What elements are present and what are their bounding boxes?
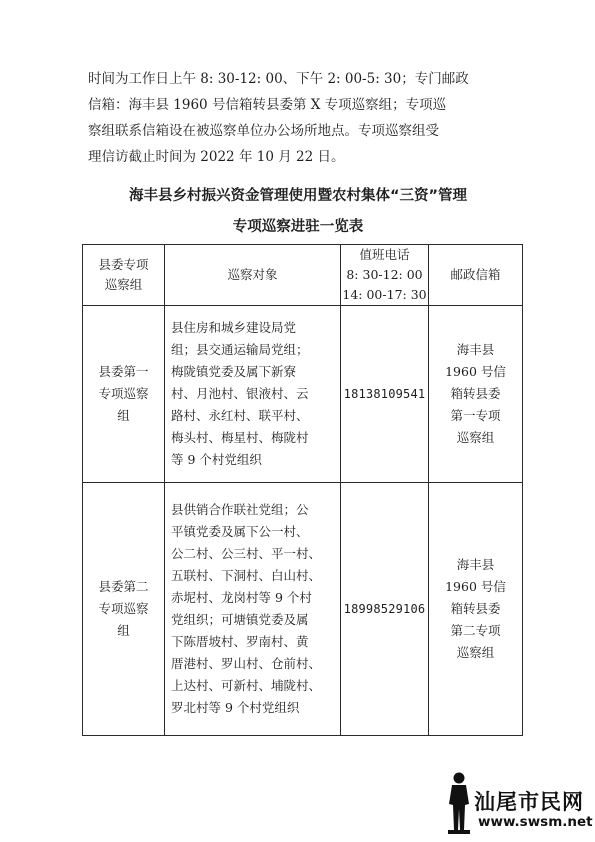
watermark-logo-text: 汕尾市民网 <box>474 789 584 814</box>
paragraph-line: 理信访截止时间为 2022 年 10 月 22 日。 <box>88 149 345 165</box>
header-group: 县委专项 巡察组 <box>83 245 165 306</box>
table-row <box>83 483 523 736</box>
cell-mailbox: 海丰县 1960 号信 箱转县委 第一专项 巡察组 <box>429 306 523 483</box>
cell-target: 县供销合作联社党组；公 平镇党委及属下公一村、 公二村、公三村、平一村、 五联村、下洞村、白山村、 赤坭村、龙岗村等 9 个村 党组织；可塘镇党委及属 下陈厝坡村、罗南村、黄 厝港村、罗山村、仓前村、 上达村、可新村、埔陇村、 罗北村等 9 个村党组织 <box>165 483 341 736</box>
paragraph-line: 时间为工作日上午 8: 30-12: 00、下午 2: 00-5: 30；专门邮政 <box>88 71 469 87</box>
cell-target: 县住房和城乡建设局党 组；县交通运输局党组； 梅陇镇党委及属下新寮 村、月池村、银液村、云 路村、永红村、联平村、 梅头村、梅星村、梅陇村 等 9 个村党组织 <box>165 306 341 483</box>
paragraph-line: 察组联系信箱设在被巡察单位办公场所地点。专项巡察组受 <box>88 123 439 139</box>
header-phone: 值班电话 8: 30-12: 00 14: 00-17: 30 <box>341 245 429 306</box>
cell-phone: 18998529106 <box>341 483 429 736</box>
paragraph-line: 信箱：海丰县 1960 号信箱转县委第 X 专项巡察组；专项巡 <box>88 97 447 113</box>
intro-paragraph <box>88 66 524 170</box>
inspection-table <box>82 244 523 736</box>
header-target: 巡察对象 <box>165 245 341 306</box>
watermark-url: www.swsm.net <box>478 814 593 830</box>
table-header-row <box>83 245 523 306</box>
cell-phone: 18138109541 <box>341 306 429 483</box>
header-mailbox: 邮政信箱 <box>429 245 523 306</box>
table-title-line2: 专项巡察进驻一览表 <box>232 219 364 235</box>
table-title-line1: 海丰县乡村振兴资金管理使用暨农村集体“三资”管理 <box>128 188 468 204</box>
cell-group: 县委第二 专项巡察 组 <box>83 483 165 736</box>
table-row <box>83 306 523 483</box>
cell-group: 县委第一 专项巡察 组 <box>83 306 165 483</box>
cell-mailbox: 海丰县 1960 号信 箱转县委 第二专项 巡察组 <box>429 483 523 736</box>
